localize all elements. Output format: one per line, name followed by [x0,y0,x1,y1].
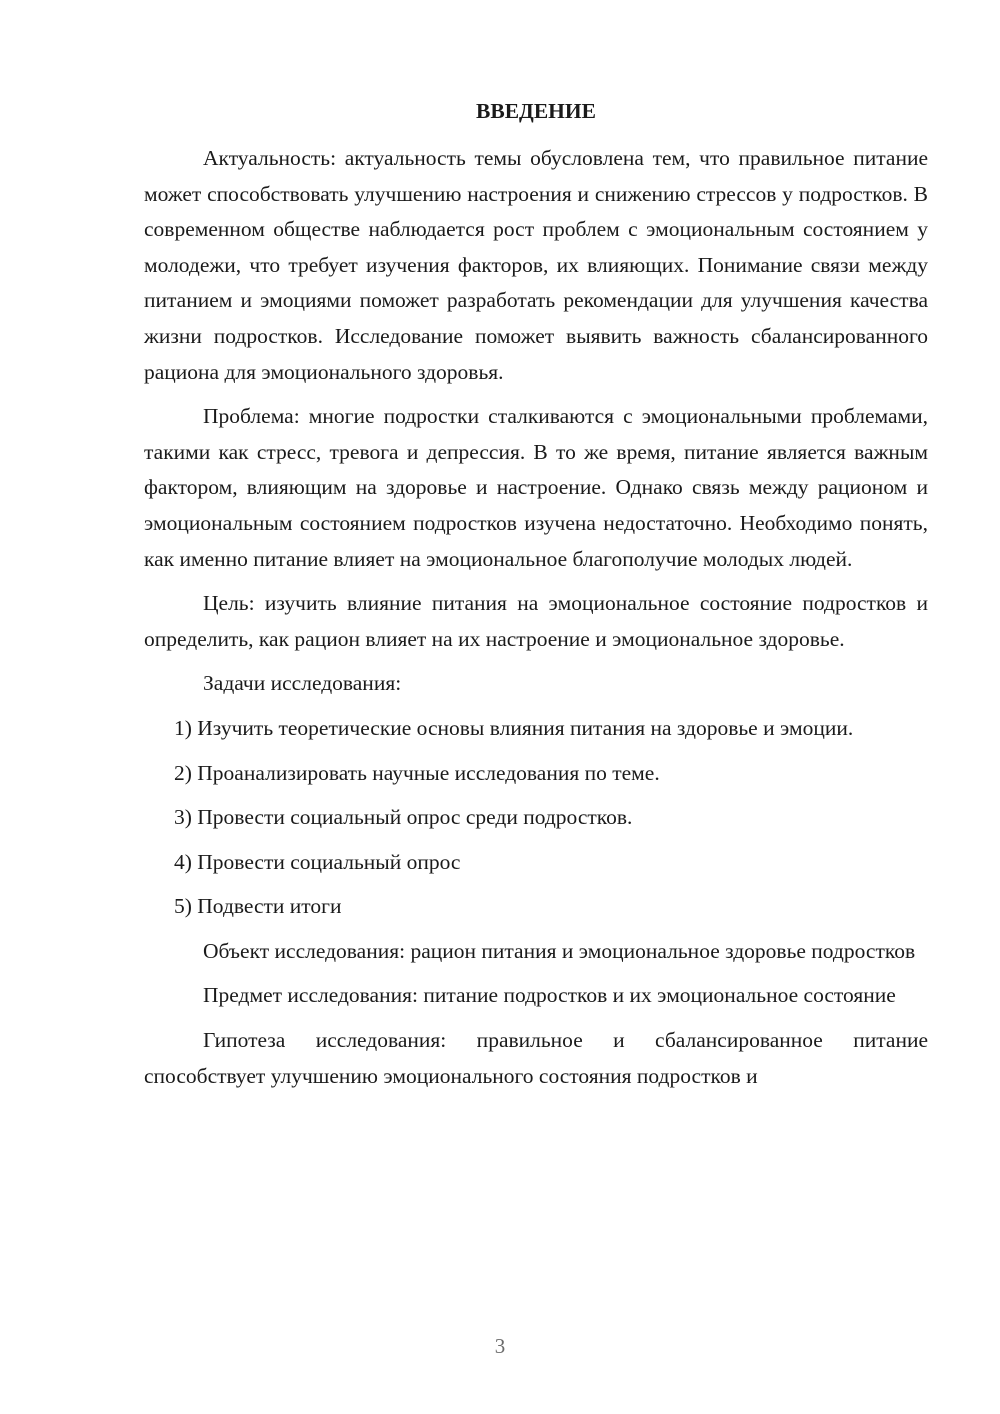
hypothesis-paragraph: Гипотеза исследования: правильное и сбалансированное питание способствует улучшению эмоционального состояния подростков и [144,1028,928,1088]
task-item-3: 3) Провести социальный опрос среди подростков. [174,805,633,830]
subject-paragraph: Предмет исследования: питание подростков и их эмоциональное состояние [203,983,896,1008]
section-title: ВВЕДЕНИЕ [476,99,596,123]
task-item-4: 4) Провести социальный опрос [174,849,461,874]
tasks-list [144,711,928,925]
relevance-paragraph: Актуальность: актуальность темы обусловлена тем, что правильное питание может способствовать улучшению настроения и снижению стрессов у подростков. В современном обществе наблюдается рост проблем с эмоциональным состоянием у молодежи, что требует изучения факторов, их влияющих. Понимание связи между питанием и эмоциями поможет разработать рекомендации для улучшения качества жизни подростков. Исследование поможет выявить важность сбалансированного рациона для эмоционального здоровья. [144,146,928,384]
task-item-5: 5) Подвести итоги [174,894,342,919]
task-item-1: 1) Изучить теоретические основы влияния питания на здоровье и эмоции. [174,715,854,740]
object-paragraph: Объект исследования: рацион питания и эмоциональное здоровье подростков [203,938,916,963]
task-item-2: 2) Проанализировать научные исследования по теме. [174,760,660,785]
page-number: 3 [494,1334,506,1358]
goal-paragraph: Цель: изучить влияние питания на эмоциональное состояние подростков и определить, как рацион влияет на их настроение и эмоциональное здоровье. [144,591,928,651]
tasks-heading: Задачи исследования: [203,671,402,696]
problem-paragraph: Проблема: многие подростки сталкиваются с эмоциональными проблемами, такими как стресс, тревога и депрессия. В то же время, питание является важным фактором, влияющим на здоровье и настроение. Однако связь между рационом и эмоциональным состоянием подростков изучена недостаточно. Необходимо понять, как именно питание влияет на эмоциональное благополучие молодых людей. [144,404,928,571]
